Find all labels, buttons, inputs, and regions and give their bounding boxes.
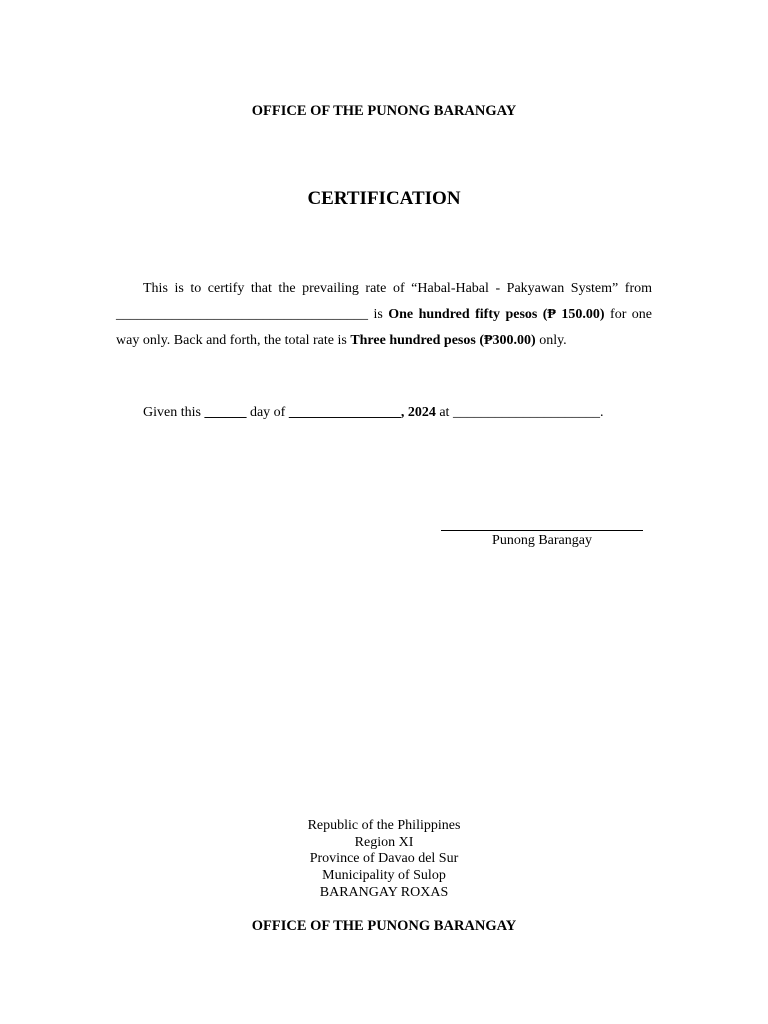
given-line [143, 405, 663, 421]
period: . [599, 405, 604, 420]
footer-barangay: BARANGAY ROXAS [319, 884, 449, 900]
month-blank-line: ________________ [288, 405, 401, 420]
certification-title: CERTIFICATION [307, 188, 461, 209]
footer-municipality: Municipality of Sulop [322, 868, 446, 884]
year-text: , 2024 [400, 405, 436, 420]
footer-republic: Republic of the Philippines [307, 818, 461, 833]
certification-paragraph [116, 276, 652, 354]
footer-office-title: OFFICE OF THE PUNONG BARANGAY [251, 918, 517, 934]
at-text: at [439, 405, 450, 420]
footer-region: Region XI [354, 834, 414, 850]
office-header: OFFICE OF THE PUNONG BARANGAY [251, 103, 517, 119]
closing-text: only. [539, 333, 567, 348]
one-way-text: for one way only. Back and forth, the total rate is [116, 307, 653, 348]
round-trip-rate: Three hundred pesos (₱300.00) [350, 333, 536, 348]
footer-address [0, 818, 768, 902]
day-of-text: day of [249, 405, 286, 420]
place-blank-line: _____________________ [452, 405, 600, 420]
signature-label: Punong Barangay [492, 533, 592, 548]
given-text: Given this [143, 405, 201, 420]
signature-line [441, 530, 643, 531]
from-blank-line: ____________________________________ [116, 307, 368, 322]
one-way-rate: One hundred fifty pesos (₱ 150.00) [388, 307, 605, 322]
intro-text: This is to certify that the prevailing rate of “Habal-Habal - Pakyawan System” from [143, 281, 652, 296]
day-blank-line: ______ [204, 405, 247, 420]
footer-province: Province of Davao del Sur [309, 851, 459, 867]
is-text: is [373, 307, 383, 322]
